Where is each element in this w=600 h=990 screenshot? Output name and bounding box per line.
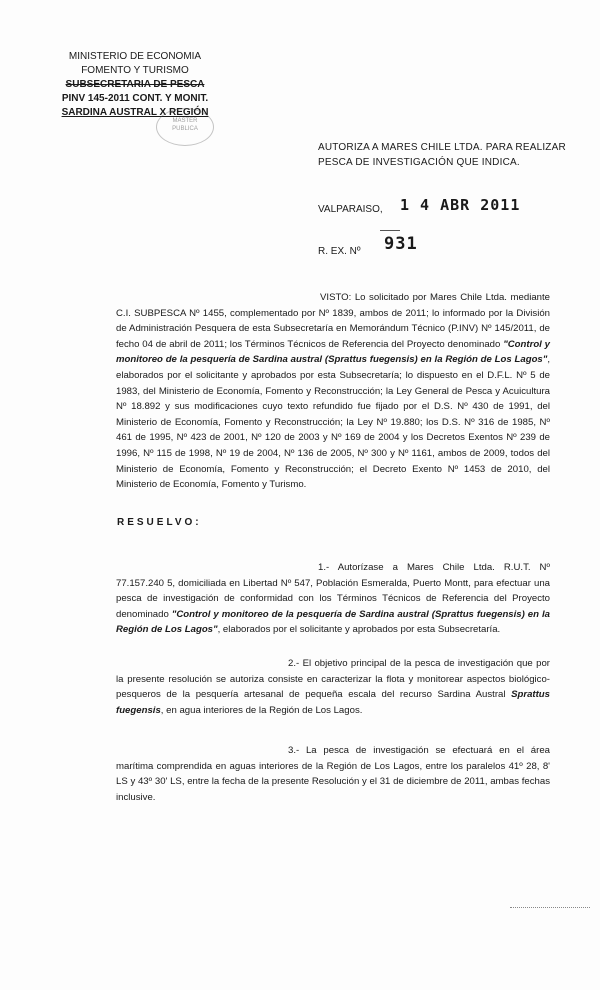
subject-line-2: PESCA DE INVESTIGACIÓN QUE INDICA. <box>318 157 520 168</box>
resolution-subject <box>318 140 568 170</box>
visto-text-b: , elaborados por el solicitante y aprobados por esta Subsecretaría; lo dispuesto en el D.F.L. Nº 5 de 1983, del Ministerio de Economía, Fomento y Reconstrucción; la Ley General de Pesca y Acuicultura Nº 18.892 y sus modificaciones cuyo texto refundido fue fijado por el D.S. Nº 430 de 1991, del Ministerio de Economía, Fomento y Reconstrucción; la Ley Nº 19.880; los D.S. Nº 316 de 1985, Nº 461 de 1995, Nº 423 de 2001, Nº 120 de 2003 y Nº 169 de 2004 y los Decretos Exentos Nº 239 de 1996, Nº 115 de 1998, Nº 19 de 2004, Nº 136 de 2005, Nº 300 y Nº 1161, ambos de 2009, todos del Ministerio de Economía, Fomento y Reconstrucción; el Decreto Exento Nº 1453 de 2010, del Ministerio de Economía, Fomento y Turismo. <box>116 354 550 491</box>
point-1-text-a: 1.- Autorízase a Mares Chile Ltda. R.U.T. Nº 77.157.240 5, domiciliada en Libertad Nº 547, Población Esmeralda, Puerto Montt, para efectuar una pesca de investigación de conformidad con los Términos Técnicos de Referencia del Proyecto denominado <box>116 562 550 620</box>
resolution-number-row <box>318 232 518 258</box>
point-2-text-b: , en agua interiores de la Región de Los Lagos. <box>160 704 363 716</box>
subsecretaria-name: SUBSECRETARIA DE PESCA <box>65 79 205 90</box>
resolution-number: 931 <box>384 234 418 254</box>
date-row <box>318 196 578 220</box>
point-2-paragraph <box>116 656 550 718</box>
official-stamp <box>156 108 214 146</box>
point-2-text-a: 2.- El objetivo principal de la pesca de investigación que por la presente resolución se autoriza consiste en caracterizar la flota y monitorear aspectos biológico-pesqueros de la pesquería artesanal de pequeña escala del recurso Sardina Austral <box>116 658 550 701</box>
project-region: SARDINA AUSTRAL X REGIÓN <box>61 107 209 118</box>
visto-project-title: "Control y monitoreo de la pesquería de Sardina austral (Sprattus fuegensis) en la Región de Los Lagos" <box>116 338 550 366</box>
point-3-paragraph <box>116 743 550 805</box>
resolution-dash <box>380 230 400 231</box>
stamp-line-1: MASTER <box>172 118 198 124</box>
visto-paragraph <box>116 290 550 493</box>
subject-line-1: AUTORIZA A MARES CHILE LTDA. PARA REALIZAR <box>318 142 566 153</box>
resuelvo-heading: RESUELVO: <box>117 517 202 528</box>
project-code: PINV 145-2011 CONT. Y MONIT. <box>61 93 209 104</box>
ministry-name: MINISTERIO DE ECONOMIA <box>68 51 202 62</box>
point-2-species: Sprattus fuegensis <box>116 689 550 716</box>
date-label: VALPARAISO, <box>318 204 383 215</box>
stamp-line-2: PUBLICA <box>172 126 198 132</box>
resolution-number-label: R. EX. Nº <box>318 246 361 257</box>
point-1-text-b: , elaborados por el solicitante y aprobados por esta Subsecretaría. <box>217 624 501 636</box>
point-1-project-title: "Control y monitoreo de la pesquería de Sardina austral (Sprattus fuegensis) en la Región de Los Lagos" <box>116 608 550 636</box>
point-3-text: 3.- La pesca de investigación se efectuará en el área marítima comprendida en aguas interiores de la Región de Los Lagos, entre los paralelos 41º 28, 8' LS y 43º 30' LS, entre la fecha de la presente Resolución y el 31 de diciembre de 2011, ambas fechas inclusive. <box>116 745 550 803</box>
visto-text-a: VISTO: Lo solicitado por Mares Chile Ltda. mediante C.I. SUBPESCA Nº 1455, complementado por Nº 1839, ambos de 2011; lo informado por la División de Administración Pesquera de esta Subsecretaría en Memorándum Técnico (P.INV) Nº 145/2011, de fecho 04 de abril de 2011; los Términos Técnicos de Referencia del Proyecto denominado <box>116 292 550 350</box>
date-stamp: 1 4 ABR 2011 <box>400 196 521 214</box>
scan-artifact <box>510 907 590 908</box>
point-1-paragraph <box>116 560 550 638</box>
ministry-branch: FOMENTO Y TURISMO <box>81 65 189 76</box>
